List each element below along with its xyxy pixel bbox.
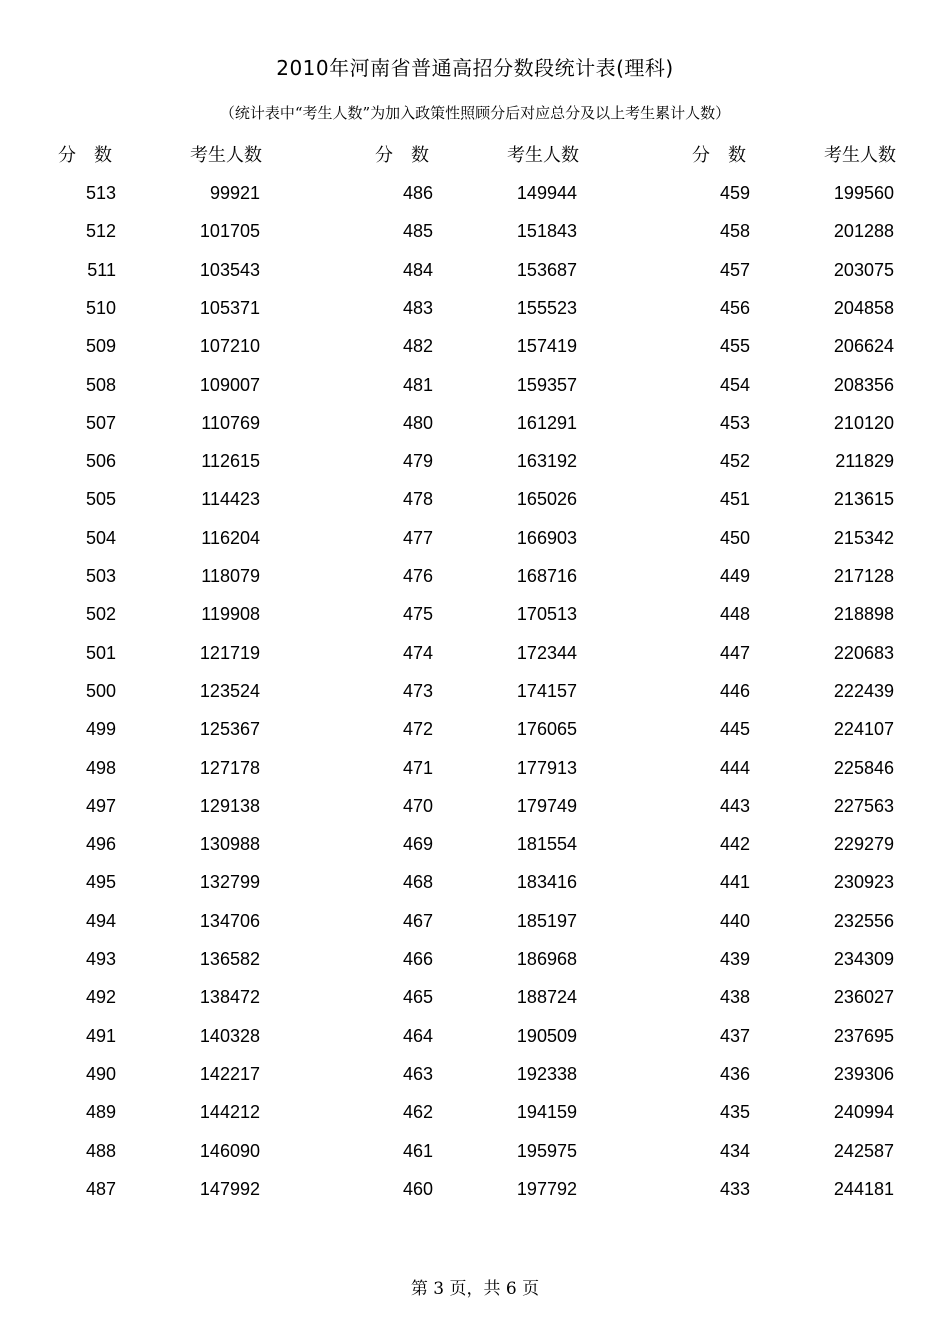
count-cell: 142217 <box>199 1064 260 1084</box>
score-cell: 475 <box>402 604 433 624</box>
score-cell: 466 <box>402 949 433 969</box>
header-count: 考生人数 <box>824 145 896 166</box>
count-cell: 206624 <box>833 336 894 356</box>
score-cell: 511 <box>87 260 116 280</box>
score-cell: 473 <box>402 681 433 701</box>
score-cell: 461 <box>402 1141 433 1161</box>
count-cell: 183416 <box>516 872 577 892</box>
score-cell: 464 <box>402 1026 433 1046</box>
score-cell: 446 <box>719 681 750 701</box>
count-cell: 201288 <box>833 221 894 241</box>
score-cell: 505 <box>85 489 116 509</box>
score-cell: 445 <box>719 719 750 739</box>
count-cell: 151843 <box>516 221 577 241</box>
count-cell: 239306 <box>833 1064 894 1084</box>
count-cell: 204858 <box>833 298 894 318</box>
count-cell: 211829 <box>835 451 894 471</box>
score-cell: 467 <box>402 911 433 931</box>
count-cell: 118079 <box>201 566 260 586</box>
score-cell: 502 <box>85 604 116 624</box>
score-cell: 472 <box>402 719 433 739</box>
score-cell: 485 <box>402 221 433 241</box>
score-cell: 455 <box>719 336 750 356</box>
count-cell: 121719 <box>199 643 260 663</box>
count-cell: 129138 <box>199 796 260 816</box>
score-cell: 454 <box>719 375 750 395</box>
score-cell: 513 <box>85 183 116 203</box>
count-cell: 116204 <box>201 528 260 548</box>
header-score: 分 数 <box>58 145 112 166</box>
count-cell: 134706 <box>199 911 260 931</box>
score-cell: 501 <box>85 643 116 663</box>
count-cell: 125367 <box>199 719 260 739</box>
score-cell: 440 <box>719 911 750 931</box>
count-cell: 220683 <box>833 643 894 663</box>
count-cell: 224107 <box>833 719 894 739</box>
count-cell: 199560 <box>833 183 894 203</box>
count-cell: 170513 <box>516 604 577 624</box>
count-cell: 130988 <box>199 834 260 854</box>
score-cell: 507 <box>85 413 116 433</box>
score-cell: 442 <box>719 834 750 854</box>
count-cell: 159357 <box>516 375 577 395</box>
score-cell: 483 <box>402 298 433 318</box>
score-cell: 489 <box>85 1102 116 1122</box>
score-cell: 438 <box>719 987 750 1007</box>
score-cell: 503 <box>85 566 116 586</box>
count-cell: 210120 <box>833 413 894 433</box>
score-cell: 509 <box>85 336 116 356</box>
page-title: 2010年河南省普通高招分数段统计表(理科) <box>276 56 674 80</box>
count-cell: 236027 <box>833 987 894 1007</box>
count-cell: 176065 <box>516 719 577 739</box>
count-cell: 194159 <box>516 1102 577 1122</box>
score-cell: 441 <box>719 872 750 892</box>
count-cell: 149944 <box>516 183 577 203</box>
header-count: 考生人数 <box>190 145 262 166</box>
count-cell: 168716 <box>516 566 577 586</box>
score-cell: 436 <box>719 1064 750 1084</box>
score-cell: 434 <box>719 1141 750 1161</box>
count-cell: 229279 <box>833 834 894 854</box>
count-cell: 230923 <box>833 872 894 892</box>
score-cell: 447 <box>719 643 750 663</box>
count-cell: 190509 <box>516 1026 577 1046</box>
score-cell: 508 <box>85 375 116 395</box>
score-cell: 496 <box>85 834 116 854</box>
score-cell: 439 <box>719 949 750 969</box>
score-cell: 499 <box>85 719 116 739</box>
score-cell: 494 <box>85 911 116 931</box>
score-cell: 450 <box>719 528 750 548</box>
count-cell: 105371 <box>199 298 260 318</box>
score-cell: 492 <box>85 987 116 1007</box>
score-cell: 493 <box>85 949 116 969</box>
score-cell: 463 <box>402 1064 433 1084</box>
score-cell: 500 <box>85 681 116 701</box>
count-cell: 213615 <box>833 489 894 509</box>
score-cell: 488 <box>85 1141 116 1161</box>
count-cell: 114423 <box>201 489 260 509</box>
count-cell: 123524 <box>199 681 260 701</box>
count-cell: 227563 <box>833 796 894 816</box>
score-cell: 437 <box>719 1026 750 1046</box>
count-cell: 242587 <box>833 1141 894 1161</box>
score-cell: 458 <box>719 221 750 241</box>
count-cell: 197792 <box>516 1179 577 1199</box>
count-cell: 234309 <box>833 949 894 969</box>
score-cell: 487 <box>85 1179 116 1199</box>
count-cell: 101705 <box>199 221 260 241</box>
score-cell: 444 <box>719 758 750 778</box>
count-cell: 222439 <box>833 681 894 701</box>
count-cell: 136582 <box>199 949 260 969</box>
score-cell: 457 <box>719 260 750 280</box>
count-cell: 181554 <box>516 834 577 854</box>
count-cell: 146090 <box>199 1141 260 1161</box>
count-cell: 195975 <box>516 1141 577 1161</box>
score-cell: 477 <box>402 528 433 548</box>
count-cell: 155523 <box>516 298 577 318</box>
count-cell: 140328 <box>199 1026 260 1046</box>
score-cell: 471 <box>402 758 433 778</box>
count-cell: 232556 <box>833 911 894 931</box>
count-cell: 186968 <box>516 949 577 969</box>
score-cell: 451 <box>719 489 750 509</box>
score-cell: 504 <box>85 528 116 548</box>
count-cell: 147992 <box>199 1179 260 1199</box>
count-cell: 208356 <box>833 375 894 395</box>
page-footer: 第 3 页，共 6 页 <box>410 1279 540 1299</box>
score-cell: 482 <box>402 336 433 356</box>
count-cell: 172344 <box>516 643 577 663</box>
header-score: 分 数 <box>692 145 746 166</box>
count-cell: 215342 <box>833 528 894 548</box>
score-cell: 512 <box>85 221 116 241</box>
score-cell: 470 <box>402 796 433 816</box>
count-cell: 244181 <box>833 1179 894 1199</box>
score-cell: 495 <box>85 872 116 892</box>
header-score: 分 数 <box>375 145 429 166</box>
score-cell: 481 <box>402 375 433 395</box>
score-cell: 460 <box>402 1179 433 1199</box>
score-cell: 490 <box>85 1064 116 1084</box>
count-cell: 127178 <box>199 758 260 778</box>
score-cell: 469 <box>402 834 433 854</box>
count-cell: 119908 <box>201 604 260 624</box>
score-cell: 448 <box>719 604 750 624</box>
count-cell: 166903 <box>516 528 577 548</box>
count-cell: 109007 <box>199 375 260 395</box>
count-cell: 217128 <box>833 566 894 586</box>
count-cell: 99921 <box>209 183 260 203</box>
count-cell: 110769 <box>201 413 260 433</box>
score-cell: 456 <box>719 298 750 318</box>
count-cell: 138472 <box>199 987 260 1007</box>
score-cell: 433 <box>719 1179 750 1199</box>
score-cell: 468 <box>402 872 433 892</box>
count-cell: 163192 <box>516 451 577 471</box>
score-cell: 491 <box>85 1026 116 1046</box>
count-cell: 179749 <box>516 796 577 816</box>
score-cell: 449 <box>719 566 750 586</box>
score-cell: 484 <box>402 260 433 280</box>
score-cell: 480 <box>402 413 433 433</box>
score-cell: 498 <box>85 758 116 778</box>
count-cell: 185197 <box>516 911 577 931</box>
score-cell: 476 <box>402 566 433 586</box>
score-cell: 452 <box>719 451 750 471</box>
score-cell: 453 <box>719 413 750 433</box>
count-cell: 192338 <box>516 1064 577 1084</box>
count-cell: 174157 <box>516 681 577 701</box>
score-cell: 506 <box>85 451 116 471</box>
score-cell: 510 <box>85 298 116 318</box>
count-cell: 132799 <box>199 872 260 892</box>
count-cell: 225846 <box>833 758 894 778</box>
score-cell: 486 <box>402 183 433 203</box>
score-cell: 497 <box>85 796 116 816</box>
count-cell: 218898 <box>833 604 894 624</box>
count-cell: 188724 <box>516 987 577 1007</box>
score-cell: 479 <box>402 451 433 471</box>
count-cell: 165026 <box>516 489 577 509</box>
score-cell: 435 <box>719 1102 750 1122</box>
count-cell: 144212 <box>199 1102 260 1122</box>
score-cell: 459 <box>719 183 750 203</box>
score-cell: 462 <box>402 1102 433 1122</box>
count-cell: 103543 <box>199 260 260 280</box>
page-subtitle: （统计表中“考生人数”为加入政策性照顾分后对应总分及以上考生累计人数） <box>219 104 731 122</box>
header-count: 考生人数 <box>507 145 579 166</box>
count-cell: 203075 <box>833 260 894 280</box>
count-cell: 237695 <box>833 1026 894 1046</box>
count-cell: 112615 <box>201 451 260 471</box>
count-cell: 161291 <box>516 413 577 433</box>
count-cell: 153687 <box>516 260 577 280</box>
count-cell: 107210 <box>199 336 260 356</box>
count-cell: 240994 <box>833 1102 894 1122</box>
count-cell: 177913 <box>516 758 577 778</box>
score-cell: 474 <box>402 643 433 663</box>
score-cell: 478 <box>402 489 433 509</box>
count-cell: 157419 <box>516 336 577 356</box>
score-cell: 443 <box>719 796 750 816</box>
score-cell: 465 <box>402 987 433 1007</box>
